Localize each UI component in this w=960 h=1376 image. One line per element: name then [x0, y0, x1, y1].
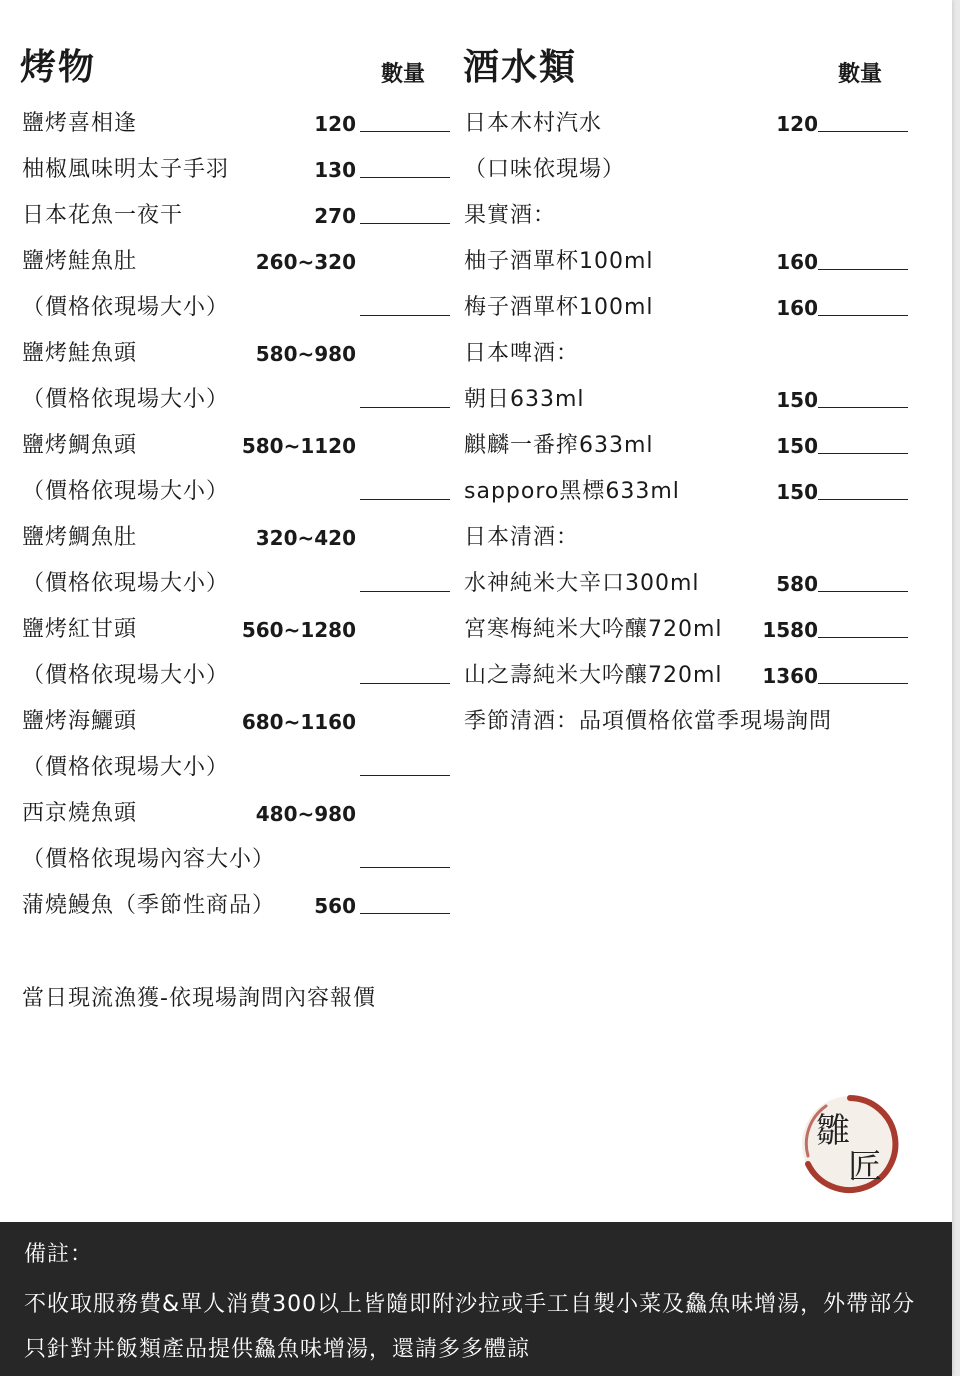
- menu-item-name: 日本木村汽水: [464, 111, 603, 136]
- menu-item-name: （價格依現場大小）: [22, 663, 230, 688]
- menu-item-price: 130: [314, 158, 356, 182]
- menu-item-name: 鹽烤鯛魚肚: [22, 525, 138, 550]
- menu-item-name: （價格依現場大小）: [22, 295, 230, 320]
- menu-item-name: 宮寒梅純米大吟釀720ml: [464, 617, 723, 642]
- menu-item-name: 日本啤酒：: [464, 341, 580, 366]
- menu-item-name: 麒麟一番搾633ml: [464, 433, 654, 458]
- menu-item-name: （價格依現場大小）: [22, 479, 230, 504]
- menu-item-row: [464, 377, 934, 423]
- menu-item-name: 鹽烤海鱺頭: [22, 709, 138, 734]
- menu-item-row: [22, 791, 452, 837]
- menu-item-row: [22, 423, 452, 469]
- quantity-write-in-line: [360, 177, 450, 178]
- quantity-write-in-line: [360, 407, 450, 408]
- grill-qty-header: 數量: [381, 62, 426, 87]
- footer-body: 不收取服務費&單人消費300以上皆隨即附沙拉或手工自製小菜及鱻魚味增湯，外帶部分只針對丼飯類產品提供鱻魚味增湯，還請多多體諒: [24, 1292, 916, 1362]
- menu-item-name: sapporo黑標633ml: [464, 479, 680, 504]
- menu-item-row: [464, 561, 934, 607]
- menu-item-row: [464, 607, 934, 653]
- menu-item-name: 柚子酒單杯100ml: [464, 249, 654, 274]
- footer-notes: [0, 1222, 952, 1376]
- menu-item-row: [22, 699, 452, 745]
- menu-item-name: 日本花魚一夜干: [22, 203, 184, 228]
- menu-item-price: 580: [776, 572, 818, 596]
- menu-item-row: [464, 653, 934, 699]
- quantity-write-in-line: [818, 453, 908, 454]
- menu-item-row: [22, 147, 452, 193]
- menu-item-row: [22, 469, 452, 515]
- menu-item-price: 580~980: [255, 342, 356, 366]
- quantity-write-in-line: [360, 223, 450, 224]
- menu-item-price: 160: [776, 296, 818, 320]
- drinks-section-title: 酒水類: [463, 47, 578, 88]
- quantity-write-in-line: [818, 131, 908, 132]
- quantity-write-in-line: [360, 775, 450, 776]
- quantity-write-in-line: [818, 591, 908, 592]
- menu-item-price: 560~1280: [241, 618, 356, 642]
- menu-item-name: 山之壽純米大吟釀720ml: [464, 663, 723, 688]
- quantity-write-in-line: [818, 315, 908, 316]
- menu-item-name: 果實酒：: [464, 203, 557, 228]
- footer-title: 備註：: [24, 1242, 94, 1267]
- menu-item-price: 150: [776, 434, 818, 458]
- menu-item-name: 蒲燒鰻魚（季節性商品）: [22, 893, 276, 918]
- menu-item-row: [22, 653, 452, 699]
- menu-item-name: 鹽烤鮭魚肚: [22, 249, 138, 274]
- menu-item-price: 320~420: [255, 526, 356, 550]
- drinks-qty-header: 數量: [838, 62, 883, 87]
- menu-item-row: [464, 423, 934, 469]
- menu-item-price: 150: [776, 480, 818, 504]
- menu-item-row: [464, 515, 934, 561]
- menu-item-name: 季節清酒：品項價格依當季現場詢問: [464, 709, 833, 734]
- menu-item-price: 160: [776, 250, 818, 274]
- menu-item-price: 1580: [762, 618, 818, 642]
- quantity-write-in-line: [360, 131, 450, 132]
- menu-item-price: 120: [314, 112, 356, 136]
- menu-item-row: [464, 101, 934, 147]
- quantity-write-in-line: [360, 867, 450, 868]
- menu-item-row: [464, 239, 934, 285]
- menu-item-price: 480~980: [255, 802, 356, 826]
- menu-item-row: [22, 377, 452, 423]
- menu-item-name: （價格依現場大小）: [22, 571, 230, 596]
- menu-item-name: （價格依現場大小）: [22, 755, 230, 780]
- restaurant-logo: [796, 1090, 904, 1198]
- quantity-write-in-line: [818, 637, 908, 638]
- menu-item-price: 150: [776, 388, 818, 412]
- menu-item-name: （口味依現場）: [464, 157, 626, 182]
- quantity-write-in-line: [360, 591, 450, 592]
- menu-item-name: 鹽烤紅甘頭: [22, 617, 138, 642]
- menu-item-row: [464, 147, 934, 193]
- menu-item-row: [464, 331, 934, 377]
- menu-item-row: [22, 101, 452, 147]
- logo-char-bottom: 匠: [848, 1147, 882, 1187]
- menu-item-row: [22, 285, 452, 331]
- grill-section-title: 烤物: [20, 47, 97, 88]
- menu-item-price: 260~320: [255, 250, 356, 274]
- daily-catch-note: 當日現流漁獲-依現場詢問內容報價: [22, 986, 376, 1011]
- quantity-write-in-line: [818, 269, 908, 270]
- menu-item-name: （價格依現場內容大小）: [22, 847, 276, 872]
- quantity-write-in-line: [360, 499, 450, 500]
- quantity-write-in-line: [360, 683, 450, 684]
- menu-item-name: 日本清酒：: [464, 525, 580, 550]
- menu-item-row: [22, 607, 452, 653]
- menu-item-name: 柚椒風味明太子手羽: [22, 157, 230, 182]
- menu-item-price: 1360: [762, 664, 818, 688]
- menu-item-row: [22, 331, 452, 377]
- menu-item-price: 580~1120: [241, 434, 356, 458]
- menu-item-row: [22, 837, 452, 883]
- quantity-write-in-line: [360, 315, 450, 316]
- drinks-menu-list: [464, 101, 934, 745]
- menu-item-price: 560: [314, 894, 356, 918]
- menu-item-price: 270: [314, 204, 356, 228]
- menu-item-price: 680~1160: [241, 710, 356, 734]
- menu-item-name: 水神純米大辛口300ml: [464, 571, 700, 596]
- menu-item-row: [22, 883, 452, 929]
- menu-item-row: [22, 561, 452, 607]
- quantity-write-in-line: [818, 407, 908, 408]
- grill-menu-list: [22, 101, 452, 929]
- quantity-write-in-line: [818, 683, 908, 684]
- menu-item-name: （價格依現場大小）: [22, 387, 230, 412]
- menu-item-name: 鹽烤鮭魚頭: [22, 341, 138, 366]
- menu-item-price: 120: [776, 112, 818, 136]
- menu-item-row: [22, 239, 452, 285]
- menu-item-row: [22, 745, 452, 791]
- menu-item-row: [464, 285, 934, 331]
- quantity-write-in-line: [360, 913, 450, 914]
- menu-item-row: [22, 515, 452, 561]
- menu-item-name: 鹽烤喜相逢: [22, 111, 138, 136]
- menu-item-name: 鹽烤鯛魚頭: [22, 433, 138, 458]
- logo-char-top: 雛: [816, 1111, 850, 1151]
- quantity-write-in-line: [818, 499, 908, 500]
- menu-item-name: 梅子酒單杯100ml: [464, 295, 654, 320]
- menu-item-row: [464, 193, 934, 239]
- menu-item-row: [464, 469, 934, 515]
- menu-item-row: [464, 699, 934, 745]
- menu-item-name: 朝日633ml: [464, 387, 585, 412]
- menu-item-name: 西京燒魚頭: [22, 801, 138, 826]
- menu-item-row: [22, 193, 452, 239]
